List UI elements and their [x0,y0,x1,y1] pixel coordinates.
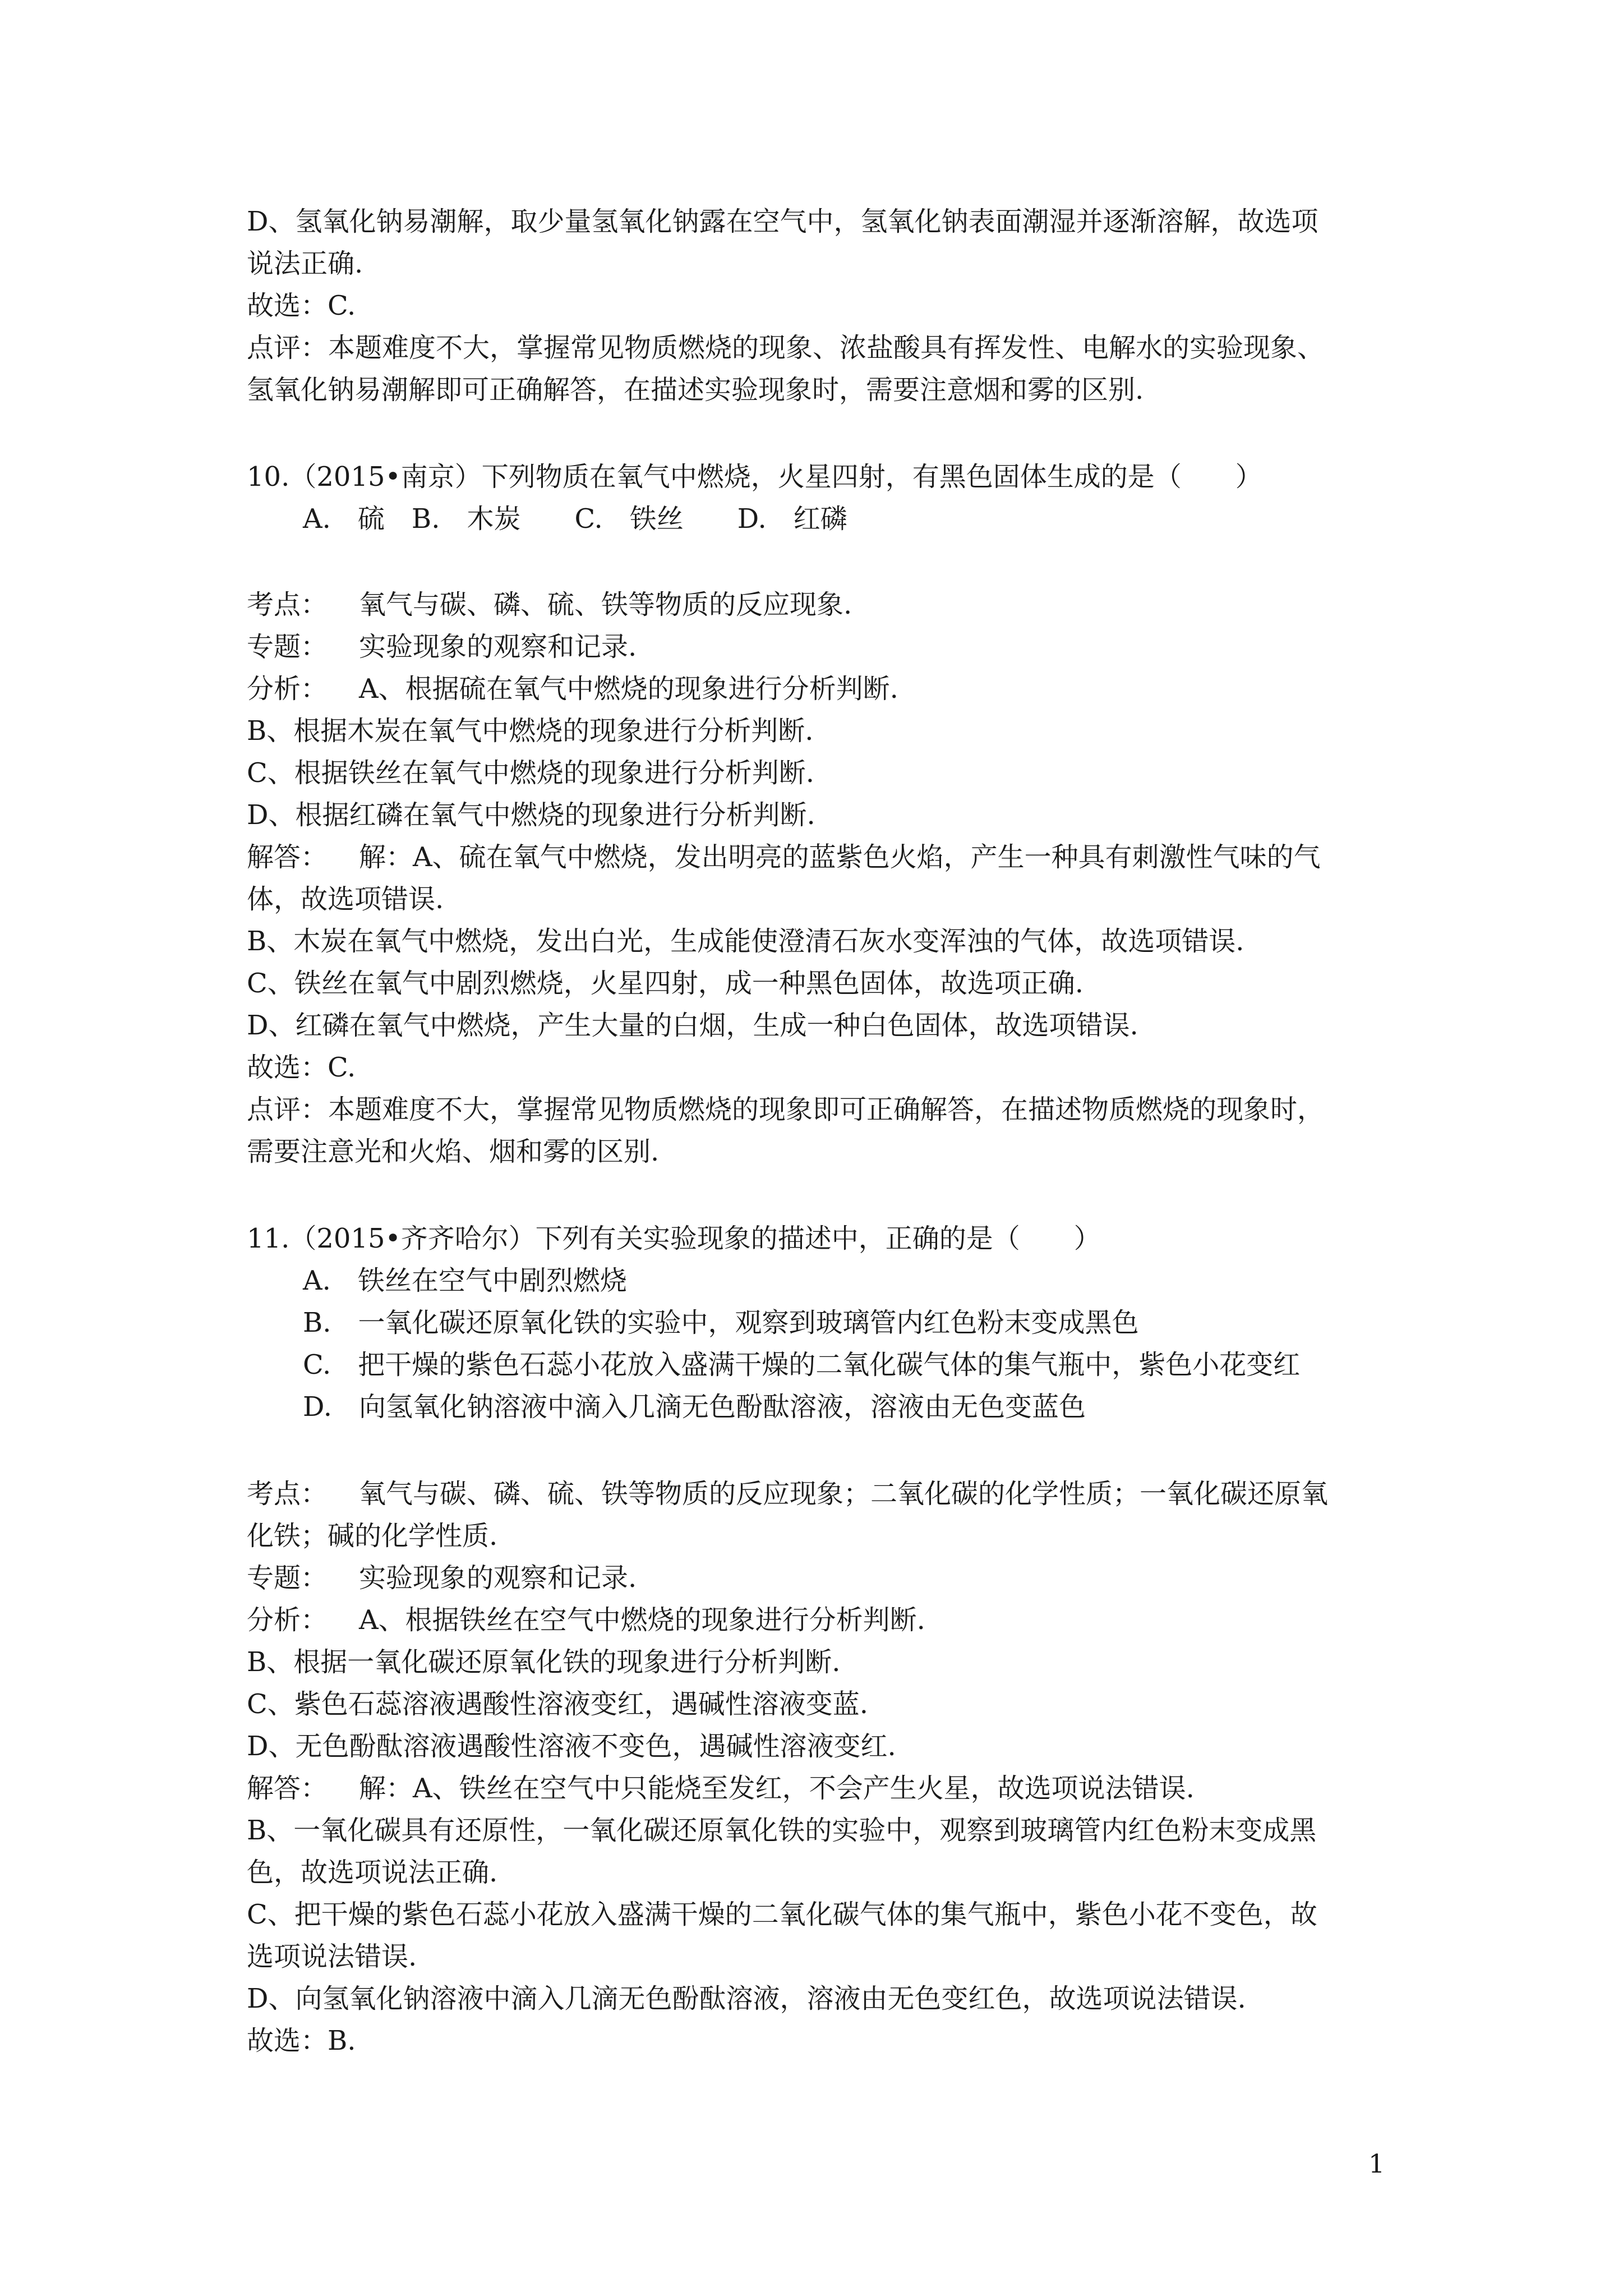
kaodian-line [247,1477,1328,1511]
question-11-option-d: D. 向氢氧化钠溶液中滴入几滴无色酚酞溶液，溶液由无色变蓝色 [303,1391,1086,1423]
text-line: C、把干燥的紫色石蕊小花放入盛满干燥的二氧化碳气体的集气瓶中，紫色小花不变色，故 [247,1899,1317,1930]
comment-text: 本题难度不大，掌握常见物质燃烧的现象即可正确解答，在描述物质燃烧的现象时， [328,1094,1325,1125]
comment-line [247,1093,1324,1126]
jieda-label: 解答： [247,1773,328,1804]
text-line: 化铁；碱的化学性质. [247,1520,498,1552]
question-10-title: 10.（2015•南京）下列物质在氧气中燃烧，火星四射，有黑色固体生成的是（ ） [247,461,1262,493]
zhuanti-text: 实验现象的观察和记录. [359,631,637,662]
text-line: 选项说法错误. [247,1941,417,1972]
jieda-line [247,840,1321,874]
question-11-option-c: C. 把干燥的紫色石蕊小花放入盛满干燥的二氧化碳气体的集气瓶中，紫色小花变红 [303,1349,1301,1381]
fenxi-label: 分析： [247,1604,328,1636]
comment-line [247,331,1324,365]
kaodian-label: 考点： [247,589,328,620]
question-11-option-a: A. 铁丝在空气中剧烈燃烧 [303,1265,627,1296]
text-line: 氢氧化钠易潮解即可正确解答，在描述实验现象时，需要注意烟和雾的区别. [247,374,1144,406]
zhuanti-line [247,630,637,664]
text-line: B、根据木炭在氧气中燃烧的现象进行分析判断. [247,715,814,747]
fenxi-text: A、根据铁丝在空气中燃烧的现象进行分析判断. [359,1604,925,1636]
text-line: D、根据红磷在氧气中燃烧的现象进行分析判断. [247,799,815,831]
answer-line: 故选：C. [247,290,356,321]
question-10-options: A. 硫 B. 木炭 C. 铁丝 D. 红磷 [303,503,847,535]
zhuanti-label: 专题： [247,631,328,662]
text-line: 需要注意光和火焰、烟和雾的区别. [247,1136,660,1167]
zhuanti-line [247,1561,637,1595]
text-line: 说法正确. [247,248,363,279]
jieda-text: 解：A、硫在氧气中燃烧，发出明亮的蓝紫色火焰，产生一种具有刺激性气味的气 [359,841,1321,873]
text-line: B、一氧化碳具有还原性，一氧化碳还原氧化铁的实验中，观察到玻璃管内红色粉末变成黑 [247,1815,1317,1846]
text-line: D、氢氧化钠易潮解，取少量氢氧化钠露在空气中，氢氧化钠表面潮湿并逐渐溶解，故选项 [247,206,1318,237]
jieda-text: 解：A、铁丝在空气中只能烧至发红，不会产生火星，故选项说法错误. [359,1773,1195,1804]
text-line: C、根据铁丝在氧气中燃烧的现象进行分析判断. [247,757,814,789]
fenxi-line [247,1603,925,1637]
zhuanti-label: 专题： [247,1562,328,1594]
text-line: C、紫色石蕊溶液遇酸性溶液变红，遇碱性溶液变蓝. [247,1688,868,1720]
comment-text: 本题难度不大，掌握常见物质燃烧的现象、浓盐酸具有挥发性、电解水的实验现象、 [328,332,1325,364]
comment-label: 点评： [247,1094,328,1125]
text-line: C、铁丝在氧气中剧烈燃烧，火星四射，成一种黑色固体，故选项正确. [247,968,1083,999]
zhuanti-text: 实验现象的观察和记录. [359,1562,637,1594]
kaodian-text: 氧气与碳、磷、硫、铁等物质的反应现象. [359,589,852,620]
text-line: 体，故选项错误. [247,884,444,915]
page-number: 1 [1368,2148,1385,2179]
text-line: B、木炭在氧气中燃烧，发出白光，生成能使澄清石灰水变浑浊的气体，故选项错误. [247,926,1244,957]
kaodian-label: 考点： [247,1478,328,1510]
jieda-label: 解答： [247,841,328,873]
question-11-title: 11.（2015•齐齐哈尔）下列有关实验现象的描述中，正确的是（ ） [247,1223,1101,1254]
kaodian-line [247,588,852,622]
text-line: 色，故选项说法正确. [247,1857,498,1888]
fenxi-line [247,672,898,706]
fenxi-text: A、根据硫在氧气中燃烧的现象进行分析判断. [359,673,898,705]
text-line: D、红磷在氧气中燃烧，产生大量的白烟，生成一种白色固体，故选项错误. [247,1010,1138,1041]
text-line: D、无色酚酞溶液遇酸性溶液不变色，遇碱性溶液变红. [247,1731,896,1762]
jieda-line [247,1772,1195,1805]
fenxi-label: 分析： [247,673,328,705]
kaodian-text: 氧气与碳、磷、硫、铁等物质的反应现象；二氧化碳的化学性质；一氧化碳还原氧 [359,1478,1329,1510]
answer-line: 故选：B. [247,2025,356,2056]
answer-line: 故选：C. [247,1052,356,1083]
text-line: D、向氢氧化钠溶液中滴入几滴无色酚酞溶液，溶液由无色变红色，故选项说法错误. [247,1983,1246,2014]
text-line: B、根据一氧化碳还原氧化铁的现象进行分析判断. [247,1646,841,1678]
question-11-option-b: B. 一氧化碳还原氧化铁的实验中，观察到玻璃管内红色粉末变成黑色 [303,1307,1139,1338]
comment-label: 点评： [247,332,328,364]
